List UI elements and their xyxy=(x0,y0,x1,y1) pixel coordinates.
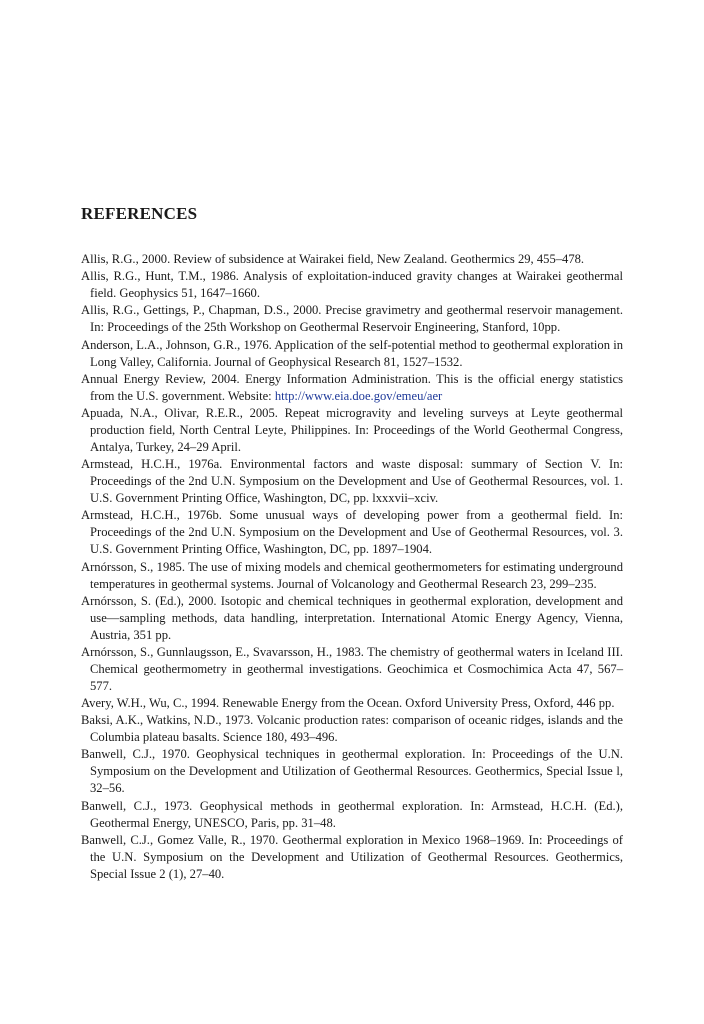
reference-item: Arnórsson, S., Gunnlaugsson, E., Svavarsson, H., 1983. The chemistry of geothermal waters in Iceland III. Chemical geothermometry in geothermal investigations. Geochimica et Cosmochimica Acta 47, 567–577. xyxy=(81,644,623,693)
reference-item: Banwell, C.J., Gomez Valle, R., 1970. Geothermal exploration in Mexico 1968–1969. In: Proceedings of the U.N. Symposium on the Development and Utilization of Geothermal Resources. Geothermics, Special Issue 2 (1), 27–40. xyxy=(81,832,623,881)
reference-item: Banwell, C.J., 1973. Geophysical methods in geothermal exploration. In: Armstead, H.C.H. (Ed.), Geothermal Energy, UNESCO, Paris, pp. 31–48. xyxy=(81,798,623,830)
reference-item: Banwell, C.J., 1970. Geophysical techniques in geothermal exploration. In: Proceedings of the U.N. Symposium on the Development and Utilization of Geothermal Resources. Geothermics, Special Issue l, 32–56. xyxy=(81,747,623,796)
reference-item: Anderson, L.A., Johnson, G.R., 1976. Application of the self-potential method to geothermal exploration in Long Valley, California. Journal of Geophysical Research 81, 1527–1532. xyxy=(81,337,623,369)
reference-item: Avery, W.H., Wu, C., 1994. Renewable Energy from the Ocean. Oxford University Press, Oxford, 446 pp. xyxy=(81,696,615,711)
reference-item: Allis, R.G., 2000. Review of subsidence at Wairakei field, New Zealand. Geothermics 29, 455–478. xyxy=(81,252,585,266)
reference-item: Allis, R.G., Hunt, T.M., 1986. Analysis of exploitation-induced gravity changes at Wairakei geothermal field. Geophysics 51, 1647–1660. xyxy=(81,269,623,301)
reference-list xyxy=(81,251,623,883)
reference-item: Armstead, H.C.H., 1976b. Some unusual ways of developing power from a geothermal field. In: Proceedings of the 2nd U.N. Symposium on the Development and Use of Geothermal Resources, vol. 3. U.S. Government Printing Office, Washington, DC, pp. 1897–1904. xyxy=(81,508,623,557)
reference-item: Allis, R.G., Gettings, P., Chapman, D.S., 2000. Precise gravimetry and geothermal reservoir management. In: Proceedings of the 25th Workshop on Geothermal Reservoir Engineering, Stanford, 10pp. xyxy=(81,303,623,335)
reference-item: Baksi, A.K., Watkins, N.D., 1973. Volcanic production rates: comparison of oceanic ridges, islands and the Columbia plateau basalts. Science 180, 493–496. xyxy=(81,713,623,745)
website-link[interactable]: http://www.eia.doe.gov/emeu/aer xyxy=(274,388,443,403)
reference-item: Apuada, N.A., Olivar, R.E.R., 2005. Repeat microgravity and leveling surveys at Leyte geothermal production field, North Central Leyte, Philippines. In: Proceedings of the World Geothermal Congress, Antalya, Turkey, 24–29 April. xyxy=(81,405,623,454)
reference-item: Armstead, H.C.H., 1976a. Environmental factors and waste disposal: summary of Section V. In: Proceedings of the 2nd U.N. Symposium on the Development and Use of Geothermal Resources, vol. 1. U.S. Government Printing Office, Washington, DC, pp. lxxxvii–xciv. xyxy=(81,457,623,506)
references-page xyxy=(81,203,623,883)
reference-item: Arnórsson, S., 1985. The use of mixing models and chemical geothermometers for estimating underground temperatures in geothermal systems. Journal of Volcanology and Geothermal Research 23, 299–235. xyxy=(81,559,623,591)
reference-text: Annual Energy Review, 2004. Energy Information Administration. This is the official energy statistics from the U.S. government. Website: xyxy=(81,371,623,403)
reference-item xyxy=(81,371,623,405)
reference-item: Arnórsson, S. (Ed.), 2000. Isotopic and chemical techniques in geothermal exploration, development and use—sampling methods, data handling, interpretation. International Atomic Energy Agency, Vienna, Austria, 351 pp. xyxy=(81,593,623,642)
page-title: REFERENCES xyxy=(81,204,198,223)
